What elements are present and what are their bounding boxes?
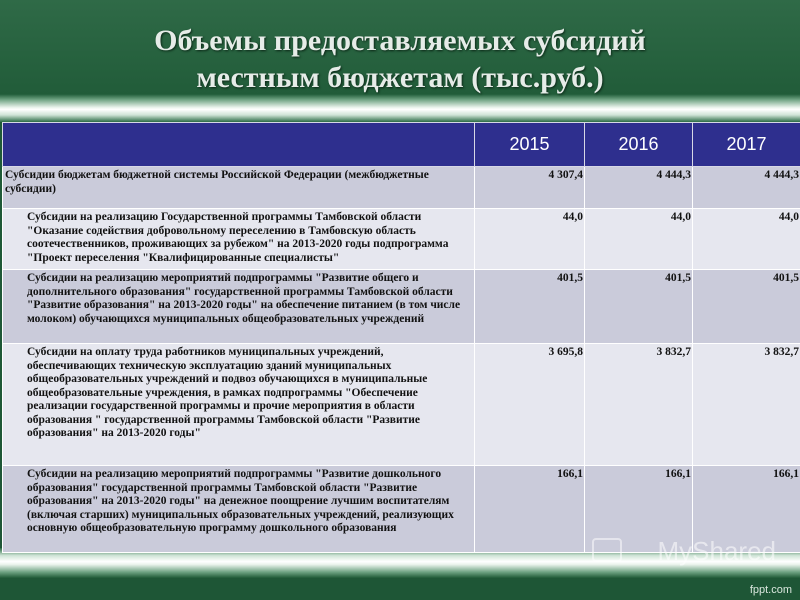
cell-2016: 44,0 [585,209,693,270]
header-cell-2015: 2015 [475,123,585,167]
row-label: Субсидии на реализацию мероприятий подпрограммы "Развитие дошкольного образования" государственной программы Тамбовской области "Развитие образования" на 2013-2020 годы" на денежное поощрение лучшим воспитателям (включая старших) муниципальных образовательных учреждений, реализующих основную общеобразовательную программу дошкольного образования [3,466,475,553]
cell-2017: 3 832,7 [693,344,800,466]
cell-2016: 4 444,3 [585,167,693,209]
footer-credit: fppt.com [749,584,792,596]
header-cell-2017: 2017 [693,123,800,167]
header-cell-label [3,123,475,167]
table-row [3,167,800,209]
cell-2017: 4 444,3 [693,167,800,209]
cell-2017: 44,0 [693,209,800,270]
row-label: Субсидии на оплату труда работников муниципальных учреждений, обеспечивающих техническую эксплуатацию зданий муниципальных общеобразовательных учреждений и подвоз обучающихся в муниципальные общеобразовательные учреждения, в рамках подпрограммы "Обеспечение реализации государственной программы и прочие мероприятия в области образования " государственной программы Тамбовской области "Развитие образования" на 2013-2020 годы" [3,344,475,466]
subsidies-table [2,122,800,553]
presentation-icon [592,538,622,562]
header-cell-2016: 2016 [585,123,693,167]
cell-2015: 166,1 [475,466,585,553]
subsidies-table-container [2,122,800,553]
row-label: Субсидии на реализацию Государственной программы Тамбовской области "Оказание содействия добровольному переселению в Тамбовскую область соотечественников, проживающих за рубежом" на 2013-2020 годы подпрограмма "Проект переселения "Квалифицированные специалисты" [3,209,475,270]
cell-2017: 166,1 [693,466,800,553]
cell-2016: 166,1 [585,466,693,553]
table-row [3,344,800,466]
cell-2015: 44,0 [475,209,585,270]
cell-2015: 4 307,4 [475,167,585,209]
slide-title: Объемы предоставляемых субсидий местным бюджетам (тыс.руб.) [154,24,646,94]
row-label: Субсидии бюджетам бюджетной системы Российской Федерации (межбюджетные субсидии) [3,167,475,209]
cell-2016: 3 832,7 [585,344,693,466]
row-label: Субсидии на реализацию мероприятий подпрограммы "Развитие общего и дополнительного образования" государственной программы Тамбовской области "Развитие образования" на 2013-2020 годы" на обеспечение питанием (в том числе молоком) обучающихся муниципальных общеобразовательных учреждений [3,270,475,344]
decorative-stripe-top [0,94,800,122]
cell-2015: 3 695,8 [475,344,585,466]
watermark-text: MyShared [657,536,776,566]
table-row [3,209,800,270]
cell-2017: 401,5 [693,270,800,344]
table-row [3,270,800,344]
table-header-row [3,123,800,167]
cell-2016: 401,5 [585,270,693,344]
cell-2015: 401,5 [475,270,585,344]
